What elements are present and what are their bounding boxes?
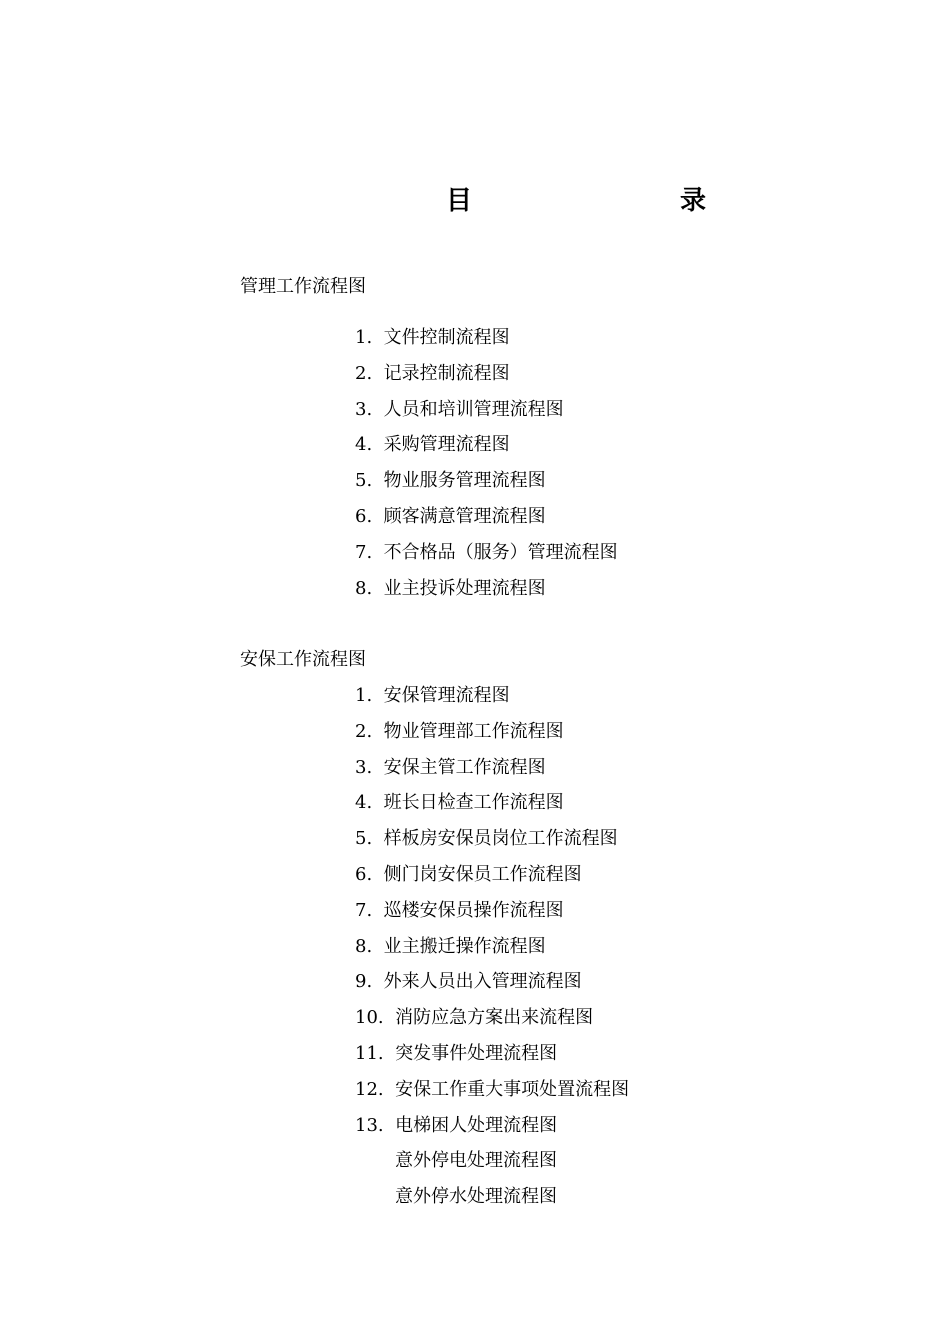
toc-item[interactable] [355,750,629,786]
toc-item-label: 外来人员出入管理流程图 [383,971,582,993]
toc-item-number: 6. [355,863,384,885]
toc-item-number: 7. [355,541,384,563]
toc-item-number: 4. [355,792,384,814]
toc-item-label: 突发事件处理流程图 [395,1042,558,1064]
toc-item-label: 消防应急方案出来流程图 [395,1007,594,1029]
toc-item-label: 安保管理流程图 [383,685,510,706]
toc-item-number: 8. [355,935,384,957]
toc-item-label: 样板房安保员岗位工作流程图 [383,828,618,850]
toc-item-number: 1. [355,327,384,348]
page-title [446,184,706,218]
toc-item-label: 巡楼安保员操作流程图 [383,899,564,921]
toc-item-label: 侧门岗安保员工作流程图 [383,863,582,885]
toc-item-number: 4. [355,434,384,456]
toc-item[interactable] [355,714,629,750]
toc-item[interactable] [355,678,629,714]
section-heading-management: 管理工作流程图 [240,276,366,297]
toc-item-label: 记录控制流程图 [383,362,510,384]
toc-item-number: 3. [355,398,384,420]
toc-item-number: 9. [355,971,384,993]
section-heading-security: 安保工作流程图 [240,649,366,670]
toc-item-number: 2. [355,362,384,384]
toc-item-number: 10. [355,1007,396,1029]
toc-item-label: 电梯困人处理流程图 [395,1114,558,1136]
toc-item-label: 班长日检查工作流程图 [383,792,564,814]
title-char-2: 录 [679,186,706,216]
toc-item[interactable] [355,499,618,535]
toc-item-number: 1. [355,685,384,706]
toc-item-label: 不合格品（服务）管理流程图 [383,541,618,563]
toc-item-number: 2. [355,720,384,742]
toc-item[interactable] [355,1036,629,1072]
toc-item-number: 12. [355,1078,396,1100]
toc-item-number: 7. [355,899,384,921]
toc-item-label: 文件控制流程图 [383,327,510,348]
toc-item[interactable] [355,392,618,428]
toc-item-label: 安保工作重大事项处置流程图 [395,1078,630,1100]
toc-item-label: 物业服务管理流程图 [383,470,546,492]
toc-item-label: 采购管理流程图 [383,434,510,456]
toc-item-label: 业主投诉处理流程图 [383,577,546,599]
toc-item[interactable] [355,571,618,607]
toc-item-label: 业主搬迁操作流程图 [383,935,546,957]
toc-item[interactable] [355,785,629,821]
toc-item-number: 13. [355,1114,396,1136]
toc-sub-item[interactable]: 意外停电处理流程图 [395,1150,557,1172]
toc-item[interactable] [355,463,618,499]
toc-item-number: 5. [355,828,384,850]
toc-item[interactable] [355,320,618,356]
toc-item-label: 顾客满意管理流程图 [383,505,546,527]
toc-item-number: 11. [355,1042,396,1064]
toc-item[interactable] [355,964,629,1000]
toc-item-label: 安保主管工作流程图 [383,756,546,778]
toc-item-label: 人员和培训管理流程图 [383,398,564,420]
toc-item[interactable] [355,427,618,463]
toc-item[interactable] [355,857,629,893]
toc-item-number: 8. [355,577,384,599]
toc-list-security [355,678,629,1215]
toc-item[interactable] [355,1000,629,1036]
toc-item[interactable] [355,1072,629,1108]
toc-item-number: 3. [355,756,384,778]
toc-sub-item[interactable]: 意外停水处理流程图 [395,1186,557,1208]
toc-item[interactable] [355,893,629,929]
toc-item-label: 物业管理部工作流程图 [383,720,564,742]
toc-item[interactable] [355,1108,629,1144]
title-char-1: 目 [446,186,473,216]
toc-item-number: 6. [355,505,384,527]
toc-item[interactable] [355,821,629,857]
toc-item[interactable] [355,535,618,571]
toc-list-management [355,320,618,606]
toc-item[interactable] [355,929,629,965]
toc-item-number: 5. [355,470,384,492]
toc-item[interactable] [355,356,618,392]
